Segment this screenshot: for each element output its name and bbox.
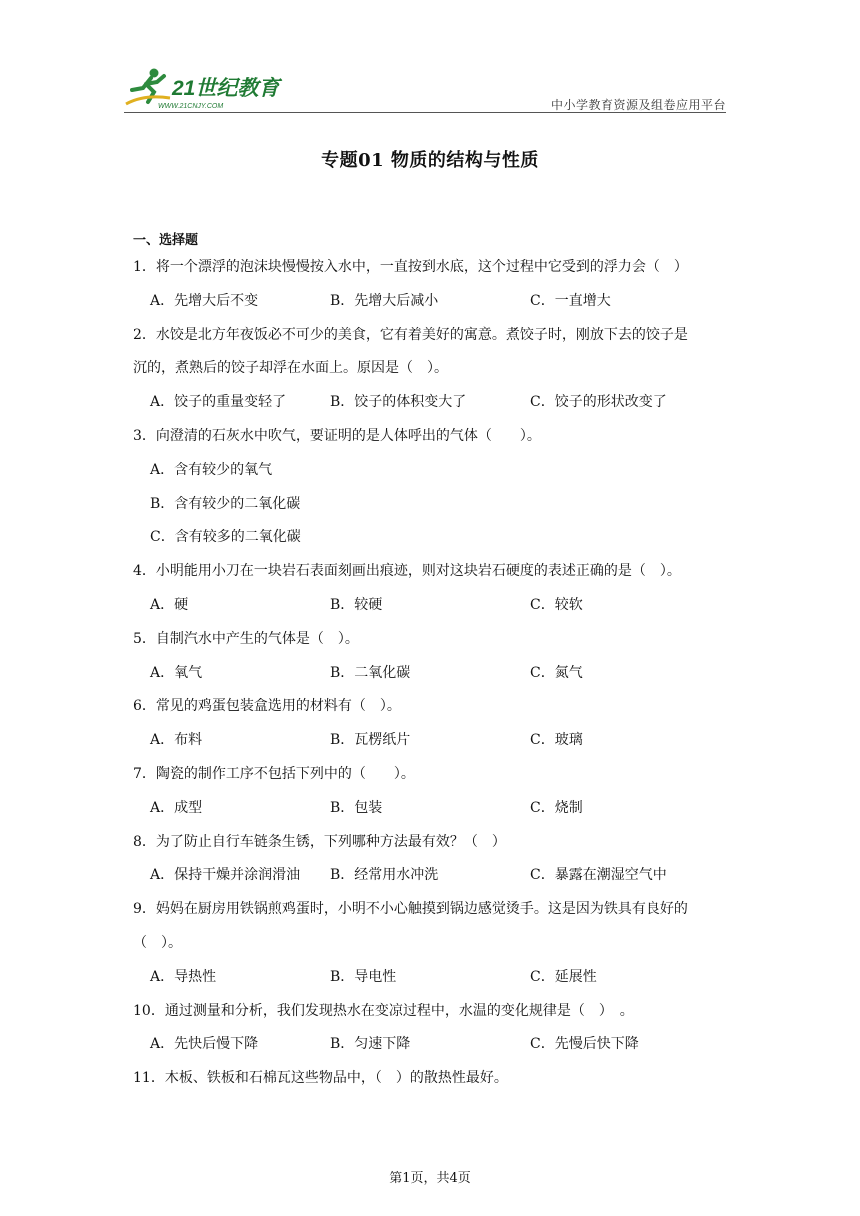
question-text: 10．通过测量和分析，我们发现热水在变凉过程中，水温的变化规律是（ ） 。: [133, 1002, 634, 1019]
answer-option: A．含有较少的氧气: [150, 461, 273, 478]
answer-option: B．包装: [330, 799, 383, 816]
question-text: 沉的，煮熟后的饺子却浮在水面上。原因是（ ）。: [133, 360, 448, 377]
answer-option: B．匀速下降: [330, 1036, 411, 1053]
question-text: 3．向澄清的石灰水中吹气，要证明的是人体呼出的气体（ ）。: [133, 428, 541, 444]
answer-option: B．先增大后减小: [330, 292, 439, 309]
logo-url: WWW.21CNJY.COM: [158, 103, 224, 110]
answer-option: A．先快后慢下降: [150, 1036, 259, 1053]
header-rule: [124, 112, 726, 113]
answer-option: A．氧气: [150, 664, 203, 681]
runner-icon: [126, 69, 170, 105]
platform-name: 中小学教育资源及组卷应用平台: [550, 98, 726, 112]
answer-option: B．导电性: [330, 968, 397, 985]
answer-option: C．饺子的形状改变了: [530, 394, 667, 411]
question-text: 2．水饺是北方年夜饭必不可少的美食，它有着美好的寓意。煮饺子时，刚放下去的饺子是: [133, 326, 688, 343]
answer-option: A．成型: [150, 799, 203, 816]
answer-option: A．导热性: [150, 968, 217, 985]
answer-option: C．氮气: [530, 664, 583, 681]
answer-option: B．瓦楞纸片: [330, 732, 411, 749]
question-text: 4．小明能用小刀在一块岩石表面刻画出痕迹，则对这块岩石硬度的表述正确的是（ ）。: [133, 563, 681, 580]
question-text: （ ）。: [133, 935, 182, 951]
question-text: 9．妈妈在厨房用铁锅煎鸡蛋时，小明不小心触摸到锅边感觉烫手。这是因为铁具有良好的: [133, 901, 688, 918]
question-text: 8．为了防止自行车链条生锈，下列哪种方法最有效？（ ）: [133, 833, 506, 850]
answer-option: C．烧制: [530, 799, 583, 816]
answer-option: B．较硬: [330, 597, 383, 613]
answer-option: C．先慢后快下降: [530, 1036, 639, 1053]
question-text: 1．将一个漂浮的泡沫块慢慢按入水中，一直按到水底，这个过程中它受到的浮力会（ ）: [133, 259, 688, 275]
question-text: 6．常见的鸡蛋包装盒选用的材料有（ ）。: [133, 698, 401, 715]
answer-option: B．含有较少的二氧化碳: [150, 495, 301, 512]
page-header: [124, 66, 726, 116]
answer-option: C．一直增大: [530, 292, 611, 309]
question-text: 5．自制汽水中产生的气体是（ ）。: [133, 630, 359, 647]
page-footer: 第1页，共4页: [389, 1171, 471, 1186]
page-title: 专题01 物质的结构与性质: [321, 150, 539, 171]
answer-option: A．保持干燥并涂润滑油: [150, 867, 301, 884]
answer-option: B．二氧化碳: [330, 664, 411, 681]
logo-text: 21世纪教育: [172, 77, 280, 100]
answer-option: C．暴露在潮湿空气中: [530, 867, 667, 884]
site-logo: [124, 66, 294, 112]
question-text: 11．木板、铁板和石棉瓦这些物品中，（ ）的散热性最好。: [133, 1070, 508, 1087]
answer-option: B．饺子的体积变大了: [330, 394, 467, 411]
question-text: 7．陶瓷的制作工序不包括下列中的（ ）。: [133, 766, 415, 782]
answer-option: C．较软: [530, 597, 583, 613]
answer-option: A．饺子的重量变轻了: [150, 394, 287, 411]
section-heading: 一、选择题: [133, 233, 199, 248]
answer-option: A．硬: [150, 597, 189, 613]
answer-option: A．先增大后不变: [150, 292, 259, 309]
answer-option: A．布料: [150, 732, 203, 749]
answer-option: B．经常用水冲洗: [330, 867, 439, 884]
answer-option: C．玻璃: [530, 732, 583, 749]
answer-option: C．延展性: [530, 968, 597, 985]
answer-option: C．含有较多的二氧化碳: [150, 529, 301, 546]
